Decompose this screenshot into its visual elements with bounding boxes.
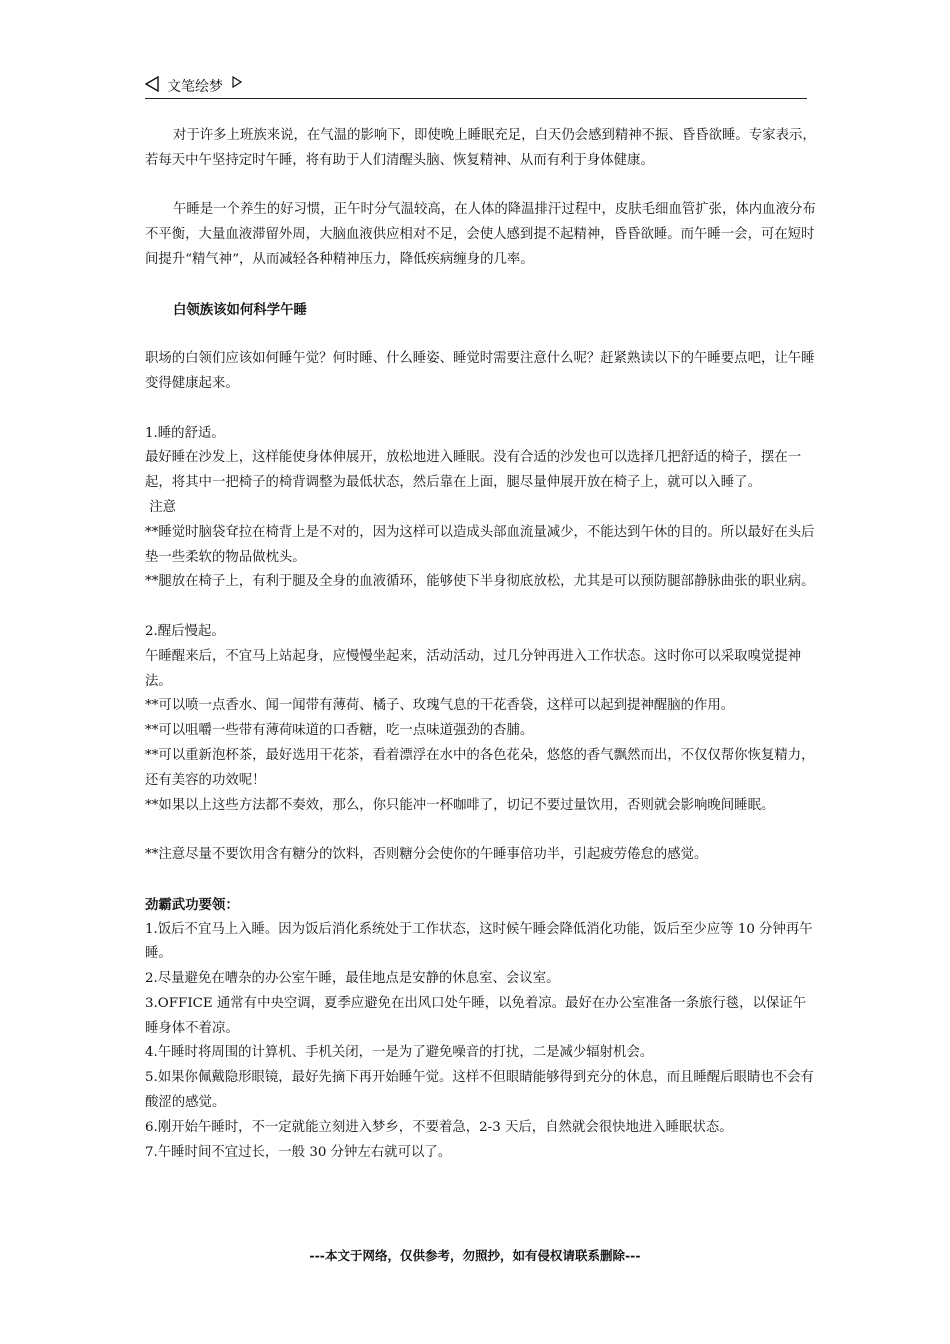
point-1-body: 最好睡在沙发上，这样能使身体伸展开，放松地进入睡眠。没有合适的沙发也可以选择几把舒适的椅子，摆在一起，将其中一把椅子的椅背调整为最低状态，然后靠在上面，腿尽量伸展开放在椅子上，就可以入睡了。 [145,450,802,491]
point-2-note: **可以重新泡杯茶，最好选用干花茶，看着漂浮在水中的各色花朵，悠悠的香气飘然而出，不仅仅帮你恢复精力，还有美容的功效呢！ [145,747,815,788]
page-header [145,72,807,99]
point-2-body: 午睡醒来后，不宜马上站起身，应慢慢坐起来，活动活动，过几分钟再进入工作状态。这时你可以采取嗅觉提神法。 [145,648,802,689]
tip-item: 2.尽量避免在嘈杂的办公室午睡，最佳地点是安静的休息室、会议室。 [145,971,560,987]
point-1-title: 1.睡的舒适。 [145,425,225,441]
tip-item: 5.如果你佩戴隐形眼镜，最好先摘下再开始睡午觉。这样不但眼睛能够得到充分的休息，而且睡醒后眼睛也不会有酸涩的感觉。 [145,1070,814,1111]
tip-item: 1.饭后不宜马上入睡。因为饭后消化系统处于工作状态，这时候午睡会降低消化功能，饭后至少应等 10 分钟再午睡。 [145,921,813,962]
tip-item: 6.刚开始午睡时，不一定就能立刻进入梦乡，不要着急，2-3 天后，自然就会很快地进入睡眠状态。 [145,1119,733,1135]
header-brand: 文笔绘梦 [167,79,223,95]
section-title: 白领族该如何科学午睡 [173,301,307,318]
point-1-note: **睡觉时脑袋耷拉在椅背上是不对的，因为这样可以造成头部血流量减少，不能达到午休的目的。所以最好在头后垫一些柔软的物品做枕头。 [145,524,815,565]
tips-title: 劲霸武功要领： [145,896,239,913]
point-1-note-label: 注意 [145,499,177,515]
tip-item: 4.午睡时将周围的计算机、手机关闭，一是为了避免噪音的打扰，二是减少辐射机会。 [145,1045,654,1061]
point-1-note: **腿放在椅子上，有利于腿及全身的血液循环，能够使下半身彻底放松，尤其是可以预防腿部静脉曲张的职业病。 [145,574,815,590]
tip-item: 3.OFFICE 通常有中央空调，夏季应避免在出风口处午睡，以免着凉。最好在办公室准备一条旅行毯，以保证午睡身体不着凉。 [145,995,807,1036]
document-body [145,124,817,1165]
tip-item: 7.午睡时间不宜过长，一般 30 分钟左右就可以了。 [145,1144,452,1160]
point-2-note: **如果以上这些方法都不奏效，那么，你只能冲一杯咖啡了，切记不要过量饮用，否则就会影响晚间睡眠。 [145,797,775,813]
paragraph-2: 午睡是一个养生的好习惯，正午时分气温较高，在人体的降温排汗过程中，皮肤毛细血管扩张，体内血液分布不平衡，大量血液滞留外周，大脑血液供应相对不足，会使人感到提不起精神，昏昏欲睡。而午睡一会，可在短时间提升“精气神”，从而减轻各种精神压力，降低疾病缠身的几率。 [145,202,816,267]
point-2-note: **可以喷一点香水、闻一闻带有薄荷、橘子、玫瑰气息的干花香袋，这样可以起到提神醒脑的作用。 [145,698,735,714]
footer-disclaimer: ---本文于网络，仅供参考，勿照抄，如有侵权请联系删除--- [309,1248,641,1263]
point-2-title: 2.醒后慢起。 [145,623,225,639]
intro-paragraph: 职场的白领们应该如何睡午觉？何时睡、什么睡姿、睡觉时需要注意什么呢？赶紧熟读以下的午睡要点吧，让午睡变得健康起来。 [145,351,815,391]
point-2-extra-note: **注意尽量不要饮用含有糖分的饮料，否则糖分会使你的午睡事倍功半，引起疲劳倦怠的感觉。 [145,847,708,863]
paragraph-1: 对于许多上班族来说，在气温的影响下，即使晚上睡眠充足，白天仍会感到精神不振、昏昏欲睡。专家表示，若每天中午坚持定时午睡，将有助于人们清醒头脑、恢复精神、从而有利于身体健康。 [145,128,816,168]
point-2-note: **可以咀嚼一些带有薄荷味道的口香糖，吃一点味道强劲的杏脯。 [145,723,534,739]
triangle-right-icon [232,76,242,88]
triangle-left-icon [145,76,159,92]
